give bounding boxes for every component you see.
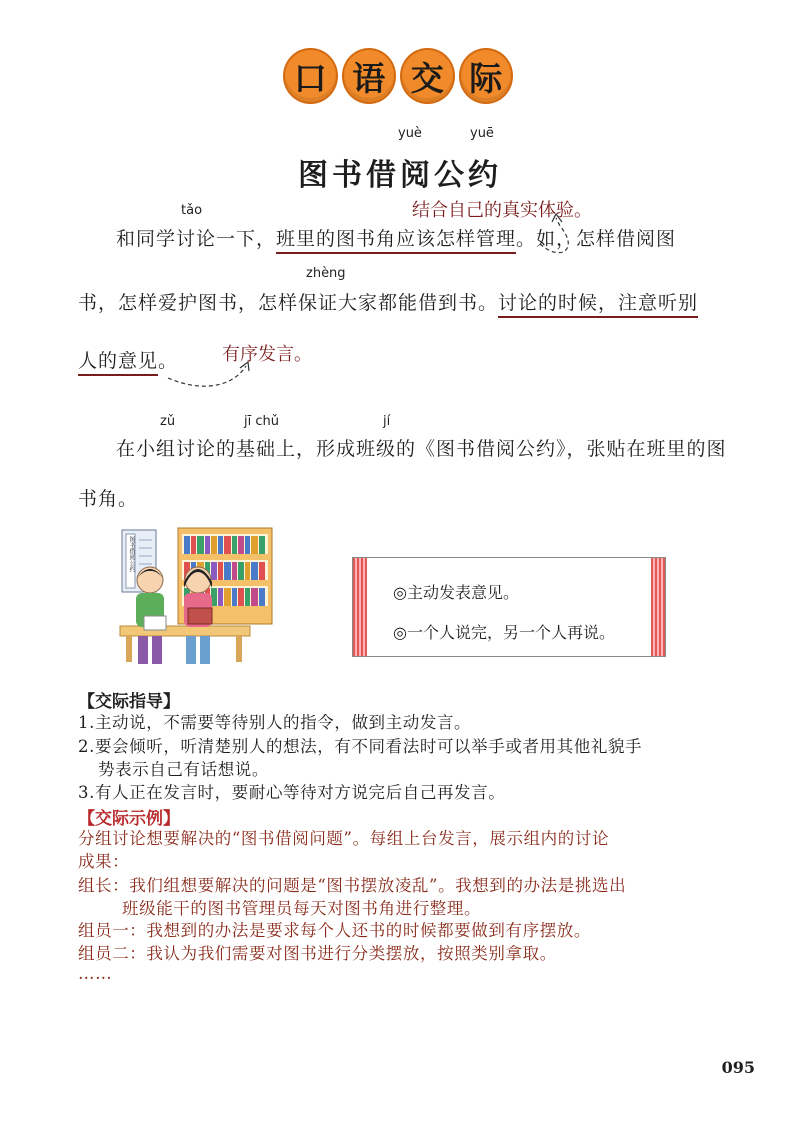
example-line: 成果： <box>78 852 130 871</box>
example-line: …… <box>78 964 113 983</box>
card-item: ◎主动发表意见。 <box>393 583 519 602</box>
example-line: 分组讨论想要解决的“图书借阅问题”。每组上台发言，展示组内的讨论 <box>78 829 610 848</box>
para1-line1: 和同学讨论一下，班里的图书角应该怎样管理。如，怎样借阅图 <box>116 224 676 251</box>
pinyin-yue2: yuē <box>470 126 494 141</box>
pinyin-yue1: yuè <box>398 126 422 141</box>
card-stripe-right <box>651 558 665 656</box>
guidance-heading: 【交际指导】 <box>78 692 180 712</box>
guidance-line: 3.有人正在发言时，要耐心等待对方说完后自己再发言。 <box>78 783 506 802</box>
tips-card <box>352 557 666 657</box>
pinyin-zu: zǔ <box>160 414 176 429</box>
example-line: 组长：我们组想要解决的问题是“图书摆放凌乱”。我想到的办法是挑选出 <box>78 876 627 895</box>
pinyin-zheng: zhèng <box>306 266 346 281</box>
para2-line2: 书角。 <box>78 488 139 510</box>
para2-line1: 在小组讨论的基础上，形成班级的《图书借阅公约》，张贴在班里的图 <box>116 438 727 460</box>
para1-line3: 人的意见。 <box>78 346 178 373</box>
header-char: 语 <box>342 48 397 104</box>
example-heading: 【交际示例】 <box>78 809 180 829</box>
page-number: 095 <box>721 1058 755 1077</box>
guidance-line: 1.主动说，不需要等待别人的指令，做到主动发言。 <box>78 713 472 732</box>
annotation-arrows <box>0 0 800 420</box>
card-stripe-left <box>353 558 367 656</box>
guidance-line: 2.要会倾听，听清楚别人的想法，有不同看法时可以举手或者用其他礼貌手 <box>78 737 643 756</box>
header-char: 交 <box>400 48 455 104</box>
reading-kids-illustration <box>116 526 274 666</box>
header-char: 口 <box>283 48 338 104</box>
margin-note-orderly: 有序发言。 <box>222 344 312 365</box>
pinyin-ji: jí <box>383 414 391 429</box>
card-item: ◎一个人说完，另一个人再说。 <box>393 623 615 642</box>
pinyin-tao: tǎo <box>181 203 203 218</box>
pinyin-jichu: jī chǔ <box>244 414 279 429</box>
page-title: 图书借阅公约 <box>298 158 502 193</box>
header-char: 际 <box>459 48 514 104</box>
para1-line2: 书，怎样爱护图书，怎样保证大家都能借到书。讨论的时候，注意听别 <box>78 288 698 315</box>
example-line: 班级能干的图书管理员每天对图书角进行整理。 <box>122 899 482 918</box>
example-line: 组员二：我认为我们需要对图书进行分类摆放，按照类别拿取。 <box>78 944 557 963</box>
guidance-line: 势表示自己有话想说。 <box>98 760 269 779</box>
poster-label: 图书借阅公约 <box>128 536 135 572</box>
margin-note-experience: 结合自己的真实体验。 <box>412 200 592 221</box>
example-line: 组员一：我想到的办法是要求每个人还书的时候都要做到有序摆放。 <box>78 921 591 940</box>
